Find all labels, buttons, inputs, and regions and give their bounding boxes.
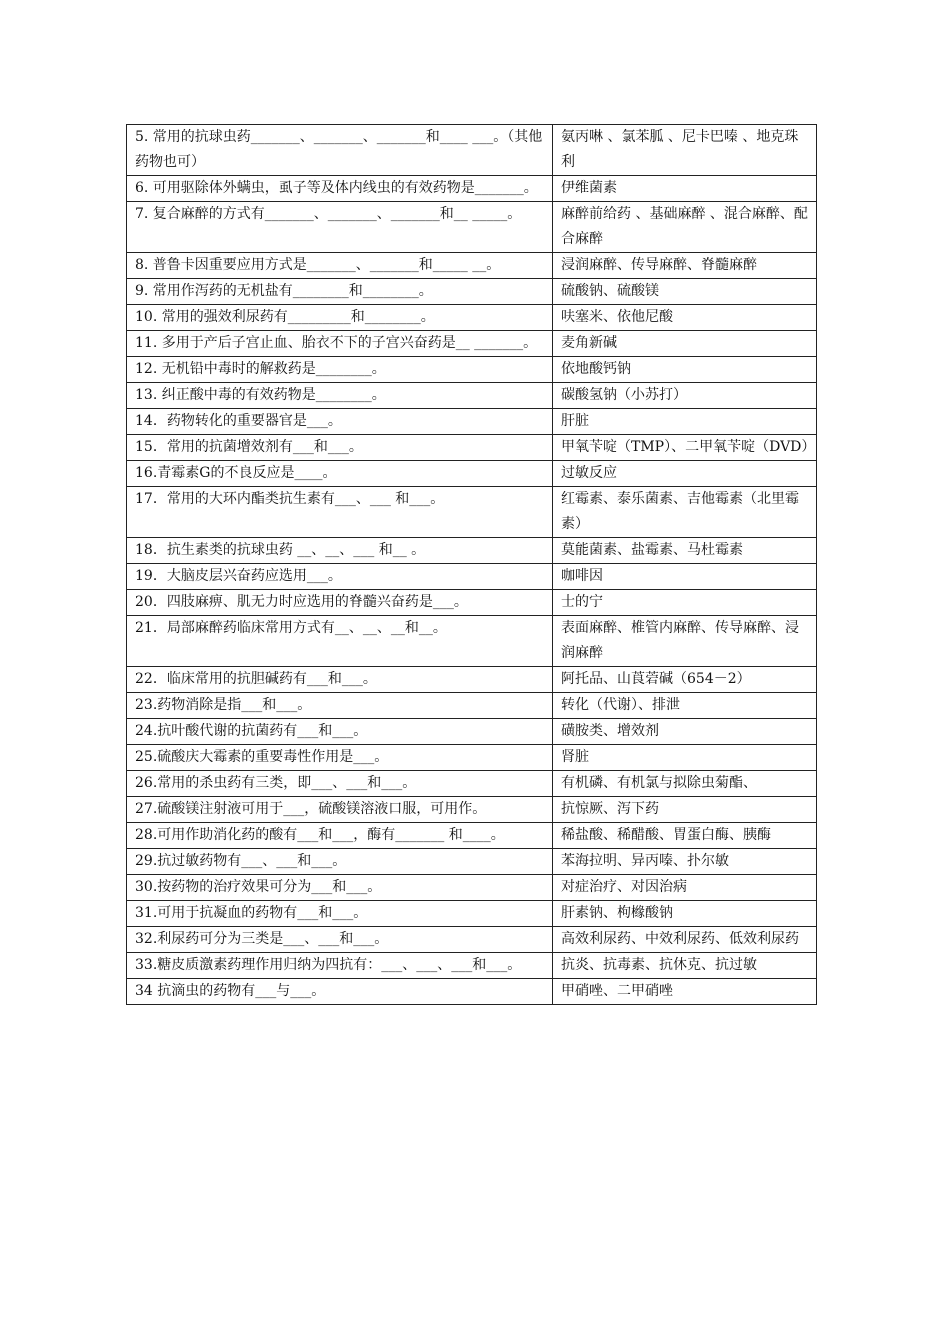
question-cell: 6. 可用驱除体外螨虫，虱子等及体内线虫的有效药物是_______。 (127, 176, 553, 202)
question-cell: 23.药物消除是指___和___。 (127, 693, 553, 719)
table-row (127, 590, 817, 616)
answer-cell: 甲氧苄啶（TMP）、二甲氧苄啶（DVD） (553, 435, 817, 461)
question-cell: 26.常用的杀虫药有三类，即___、___和___。 (127, 771, 553, 797)
question-cell: 5. 常用的抗球虫药_______、_______、_______和____ ___。（其他药物也可） (127, 125, 553, 176)
question-cell: 14．药物转化的重要器官是___。 (127, 409, 553, 435)
table-row (127, 487, 817, 538)
table-row (127, 435, 817, 461)
answer-cell: 依地酸钙钠 (553, 357, 817, 383)
answer-cell: 表面麻醉、椎管内麻醉、传导麻醉、浸润麻醉 (553, 616, 817, 667)
question-cell: 28.可用作助消化药的酸有___和___，酶有_______ 和____。 (127, 823, 553, 849)
question-cell: 15．常用的抗菌增效剂有___和___。 (127, 435, 553, 461)
table-row (127, 979, 817, 1005)
answer-cell: 肝素钠、枸橼酸钠 (553, 901, 817, 927)
question-cell: 18．抗生素类的抗球虫药 __、__、___ 和__ 。 (127, 538, 553, 564)
table-row (127, 461, 817, 487)
answer-cell: 转化（代谢）、排泄 (553, 693, 817, 719)
question-cell: 31.可用于抗凝血的药物有___和___。 (127, 901, 553, 927)
answer-cell: 士的宁 (553, 590, 817, 616)
question-cell: 34 抗滴虫的药物有___与___。 (127, 979, 553, 1005)
question-cell: 33.糖皮质激素药理作用归纳为四抗有：___、___、___和___。 (127, 953, 553, 979)
question-cell: 21．局部麻醉药临床常用方式有__、__、__和__。 (127, 616, 553, 667)
answer-cell: 呋塞米、依他尼酸 (553, 305, 817, 331)
answer-cell: 咖啡因 (553, 564, 817, 590)
answer-cell: 浸润麻醉、传导麻醉、脊髓麻醉 (553, 253, 817, 279)
answer-cell: 硫酸钠、硫酸镁 (553, 279, 817, 305)
table-row (127, 849, 817, 875)
table-row (127, 357, 817, 383)
table-row (127, 279, 817, 305)
question-cell: 11. 多用于产后子宫止血、胎衣不下的子宫兴奋药是__ _______。 (127, 331, 553, 357)
table-row (127, 797, 817, 823)
answer-cell: 肾脏 (553, 745, 817, 771)
table-row (127, 901, 817, 927)
question-cell: 8. 普鲁卡因重要应用方式是_______、_______和_____ __。 (127, 253, 553, 279)
table-row (127, 719, 817, 745)
answer-cell: 甲硝唑、二甲硝唑 (553, 979, 817, 1005)
table-row (127, 538, 817, 564)
answer-cell: 碳酸氢钠（小苏打） (553, 383, 817, 409)
question-cell: 19．大脑皮层兴奋药应选用___。 (127, 564, 553, 590)
table-row (127, 176, 817, 202)
answer-cell: 伊维菌素 (553, 176, 817, 202)
table-row (127, 383, 817, 409)
qa-table (126, 124, 817, 1005)
table-row (127, 616, 817, 667)
answer-cell: 麦角新碱 (553, 331, 817, 357)
table-row (127, 823, 817, 849)
table-row (127, 693, 817, 719)
question-cell: 20．四肢麻痹、肌无力时应选用的脊髓兴奋药是___。 (127, 590, 553, 616)
question-cell: 17．常用的大环内酯类抗生素有___、___ 和___。 (127, 487, 553, 538)
question-cell: 22．临床常用的抗胆碱药有___和___。 (127, 667, 553, 693)
answer-cell: 肝脏 (553, 409, 817, 435)
table-row (127, 331, 817, 357)
question-cell: 24.抗叶酸代谢的抗菌药有___和___。 (127, 719, 553, 745)
qa-table-body (127, 125, 817, 1005)
table-row (127, 564, 817, 590)
answer-cell: 抗炎、抗毒素、抗休克、抗过敏 (553, 953, 817, 979)
question-cell: 10. 常用的强效利尿药有_________和________。 (127, 305, 553, 331)
table-row (127, 125, 817, 176)
question-cell: 30.按药物的治疗效果可分为___和___。 (127, 875, 553, 901)
answer-cell: 磺胺类、增效剂 (553, 719, 817, 745)
table-row (127, 305, 817, 331)
table-row (127, 875, 817, 901)
question-cell: 9. 常用作泻药的无机盐有________和________。 (127, 279, 553, 305)
answer-cell: 苯海拉明、异丙嗪、扑尔敏 (553, 849, 817, 875)
table-row (127, 409, 817, 435)
question-cell: 27.硫酸镁注射液可用于___，硫酸镁溶液口服，可用作。 (127, 797, 553, 823)
question-cell: 29.抗过敏药物有___、___和___。 (127, 849, 553, 875)
answer-cell: 对症治疗、对因治病 (553, 875, 817, 901)
table-row (127, 745, 817, 771)
table-row (127, 927, 817, 953)
table-row (127, 667, 817, 693)
answer-cell: 麻醉前给药 、基础麻醉 、混合麻醉、配合麻醉 (553, 202, 817, 253)
answer-cell: 有机磷、有机氯与拟除虫菊酯、 (553, 771, 817, 797)
answer-cell: 莫能菌素、盐霉素、马杜霉素 (553, 538, 817, 564)
table-row (127, 771, 817, 797)
table-row (127, 953, 817, 979)
question-cell: 13. 纠正酸中毒的有效药物是________。 (127, 383, 553, 409)
answer-cell: 氨丙啉 、氯苯胍 、尼卡巴嗪 、地克珠利 (553, 125, 817, 176)
question-cell: 32.利尿药可分为三类是___、___和___。 (127, 927, 553, 953)
answer-cell: 稀盐酸、稀醋酸、胃蛋白酶、胰酶 (553, 823, 817, 849)
answer-cell: 过敏反应 (553, 461, 817, 487)
answer-cell: 高效利尿药、中效利尿药、低效利尿药 (553, 927, 817, 953)
answer-cell: 红霉素、泰乐菌素、吉他霉素（北里霉素） (553, 487, 817, 538)
answer-cell: 抗惊厥、泻下药 (553, 797, 817, 823)
question-cell: 7. 复合麻醉的方式有_______、_______、_______和__ _____。 (127, 202, 553, 253)
question-cell: 12. 无机铅中毒时的解救药是________。 (127, 357, 553, 383)
table-row (127, 202, 817, 253)
question-cell: 25.硫酸庆大霉素的重要毒性作用是___。 (127, 745, 553, 771)
table-row (127, 253, 817, 279)
question-cell: 16.青霉素G的不良反应是____。 (127, 461, 553, 487)
answer-cell: 阿托品、山莨菪碱（654－2） (553, 667, 817, 693)
